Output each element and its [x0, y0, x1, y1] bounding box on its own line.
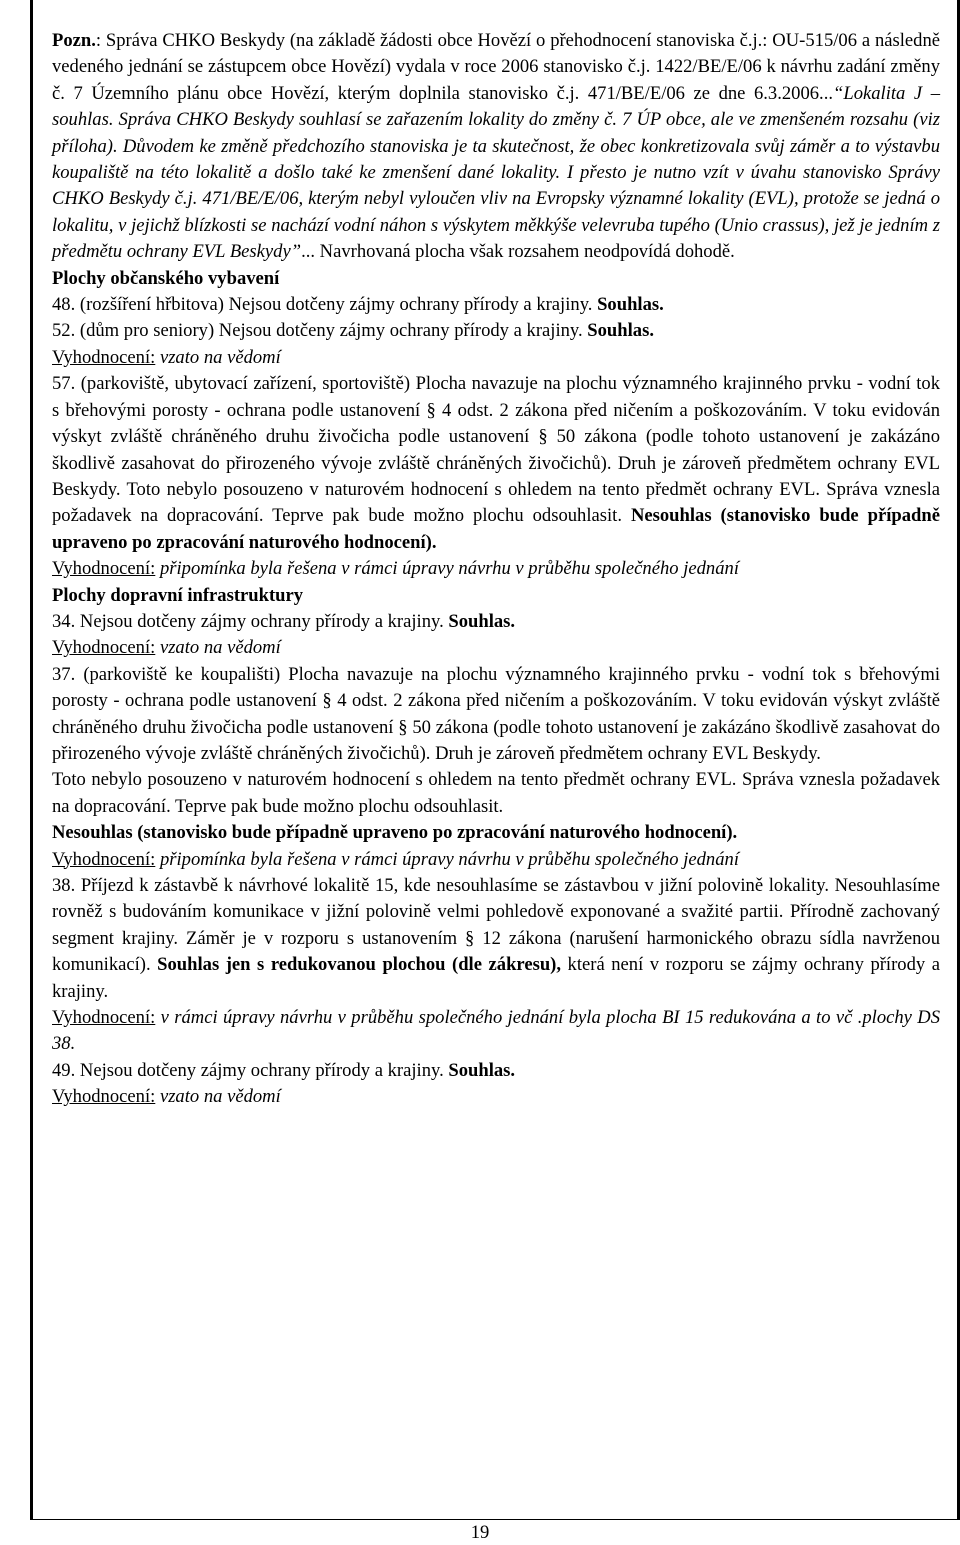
note-label: Pozn.: [52, 30, 96, 51]
item-37-verdict: Nesouhlas (stanovisko bude případně upraveno po zpracování naturového hodnocení).: [52, 822, 738, 844]
evaluation-label: Vyhodnocení:: [52, 1007, 156, 1029]
list-item-52: [52, 318, 940, 344]
section-heading-civic: Plochy občanského vybavení: [52, 267, 280, 289]
evaluation-34: [52, 635, 940, 661]
item-52-text: 52. (dům pro seniory) Nejsou dotčeny zájmy ochrany přírody a krajiny.: [52, 320, 583, 342]
page-number: 19: [470, 1522, 490, 1543]
list-item-57: [52, 371, 940, 556]
item-57-text: 57. (parkoviště, ubytovací zařízení, sportoviště) Plocha navazuje na plochu významného krajinného prvku - vodní tok s břehovými porosty - ochrana podle ustanovení § 4 odst. 2 zákona před ničením a poškozováním. V toku evidován výskyt zvláště chráněného druhu živočicha podle ustanovení § 50 zákona (podle tohoto ustanovení je zakázáno škodlivě zasahovat do přirozeného vývoje zvláště chráněných živočichů). Druh je zároveň předmětem ochrany EVL Beskydy. Toto nebylo posouzeno v naturovém hodnocení s ohledem na tento předmět ochrany EVL. Správa vznesla požadavek na dopracování. Teprve pak bude možno plochu odsouhlasit.: [52, 373, 940, 527]
evaluation-label: Vyhodnocení:: [52, 637, 156, 659]
evaluation-text: připomínka byla řešena v rámci úpravy návrhu v průběhu společného jednání: [155, 558, 739, 580]
list-item-49: [52, 1058, 940, 1084]
item-49-verdict: Souhlas.: [448, 1059, 516, 1081]
item-52-verdict: Souhlas.: [587, 320, 654, 342]
evaluation-civic: [52, 345, 940, 371]
item-57-verdict: Nesouhlas (stanovisko bude případně upraveno po zpracování naturového hodnocení).: [52, 505, 940, 553]
evaluation-49: [52, 1084, 940, 1110]
note-end: ... Navrhovaná plocha však rozsahem neodpovídá dohodě.: [301, 241, 735, 263]
evaluation-38: [52, 1005, 940, 1058]
evaluation-text: v rámci úpravy návrhu v průběhu společného jednání byla plocha BI 15 redukována a to vč .plochy DS 38.: [52, 1007, 940, 1055]
evaluation-label: Vyhodnocení:: [52, 346, 156, 368]
item-34-text: 34. Nejsou dotčeny zájmy ochrany přírody a krajiny.: [52, 610, 444, 632]
list-item-38: [52, 873, 940, 1005]
evaluation-text: vzato na vědomí: [155, 346, 281, 368]
footer-rule: [30, 1519, 960, 1520]
item-38-text: 38. Příjezd k zástavbě k návrhové lokalitě 15, kde nesouhlasíme se zástavbou v jižní polovině lokality. Nesouhlasíme rovněž s budováním komunikace v jižní polovině velmi pohledově exponované a svažité partii. Přírodně zachovaný segment krajiny. Záměr je v rozporu s ustanovením § 12 zákona (narušení harmonického obrazu sídla navrženou komunikací).: [52, 875, 940, 976]
item-34-verdict: Souhlas.: [448, 610, 516, 632]
document-body: [52, 28, 940, 1111]
evaluation-37: [52, 847, 940, 873]
evaluation-label: Vyhodnocení:: [52, 848, 156, 870]
item-38-verdict: Souhlas jen s redukovanou plochou (dle zákresu),: [157, 954, 561, 976]
evaluation-label: Vyhodnocení:: [52, 558, 156, 580]
section-heading-transport: Plochy dopravní infrastruktury: [52, 584, 304, 606]
evaluation-text: vzato na vědomí: [155, 1086, 281, 1108]
evaluation-text: vzato na vědomí: [155, 637, 281, 659]
note-quote: “Lokalita J – souhlas. Správa CHKO Beskydy souhlasí se zařazením lokality do změny č. 7 ÚP obce, ale ve zmenšeném rozsahu (viz příloha). Důvodem ke změně předchozího stanoviska je ta skutečnost, že obec konkretizovala svůj záměr a to výstavbu koupaliště na této lokalitě a došlo také ke zmenšení dané lokality. I přesto je nutno vzít v úvahu stanovisko Správy CHKO Beskydy č.j. 471/BE/E/06, kterým nebyl vyloučen vliv na Evropsky významné lokality (EVL), protože se jedná o lokalitu, v jejichž blízkosti se nachází vodní náhon s výskytem měkkýše velevruba tupého (Unio crassus), jež je jedním z předmětu ochrany EVL Beskydy”: [52, 82, 941, 263]
list-item-34: [52, 609, 940, 635]
evaluation-text: připomínka byla řešena v rámci úpravy návrhu v průběhu společného jednání: [155, 848, 739, 870]
item-49-text: 49. Nejsou dotčeny zájmy ochrany přírody a krajiny.: [52, 1059, 444, 1081]
list-item-37-cont: Toto nebylo posouzeno v naturovém hodnocení s ohledem na tento předmět ochrany EVL. Správa vznesla požadavek na dopracování. Teprve pak bude možno plochu odsouhlasit.: [52, 769, 940, 817]
list-item-37: 37. (parkoviště ke koupališti) Plocha navazuje na plochu významného krajinného prvku - vodní tok s břehovými porosty - ochrana podle ustanovení § 4 odst. 2 zákona před ničením a poškozováním. V toku evidován výskyt zvláště chráněného druhu živočicha podle ustanovení § 50 zákona (podle tohoto ustanovení je zakázáno škodlivě zasahovat do přirozeného vývoje zvláště chráněných živočichů). Druh je zároveň předmětem ochrany EVL Beskydy.: [52, 663, 940, 764]
evaluation-label: Vyhodnocení:: [52, 1086, 156, 1108]
note-text: : Správa CHKO Beskydy (na základě žádosti obce Hovězí o přehodnocení stanoviska č.j.: OU-515/06 a následně vedeného jednání se zástupcem obce Hovězí) vydala v roce 2006 stanovisko č.j. 1422/BE/E/06 k návrhu zadání změny č. 7 Územního plánu obce Hovězí, kterým doplnila stanovisko č.j. 471/BE/E/06 ze dne 6.3.2006...: [52, 30, 940, 104]
item-38-text-end: která není v rozporu se zájmy ochrany přírody a krajiny.: [52, 954, 940, 1002]
list-item-48: [52, 292, 940, 318]
evaluation-57: [52, 556, 940, 582]
note-paragraph: [52, 28, 940, 266]
item-48-verdict: Souhlas.: [597, 294, 664, 316]
item-48-text: 48. (rozšíření hřbitova) Nejsou dotčeny zájmy ochrany přírody a krajiny.: [52, 294, 593, 316]
